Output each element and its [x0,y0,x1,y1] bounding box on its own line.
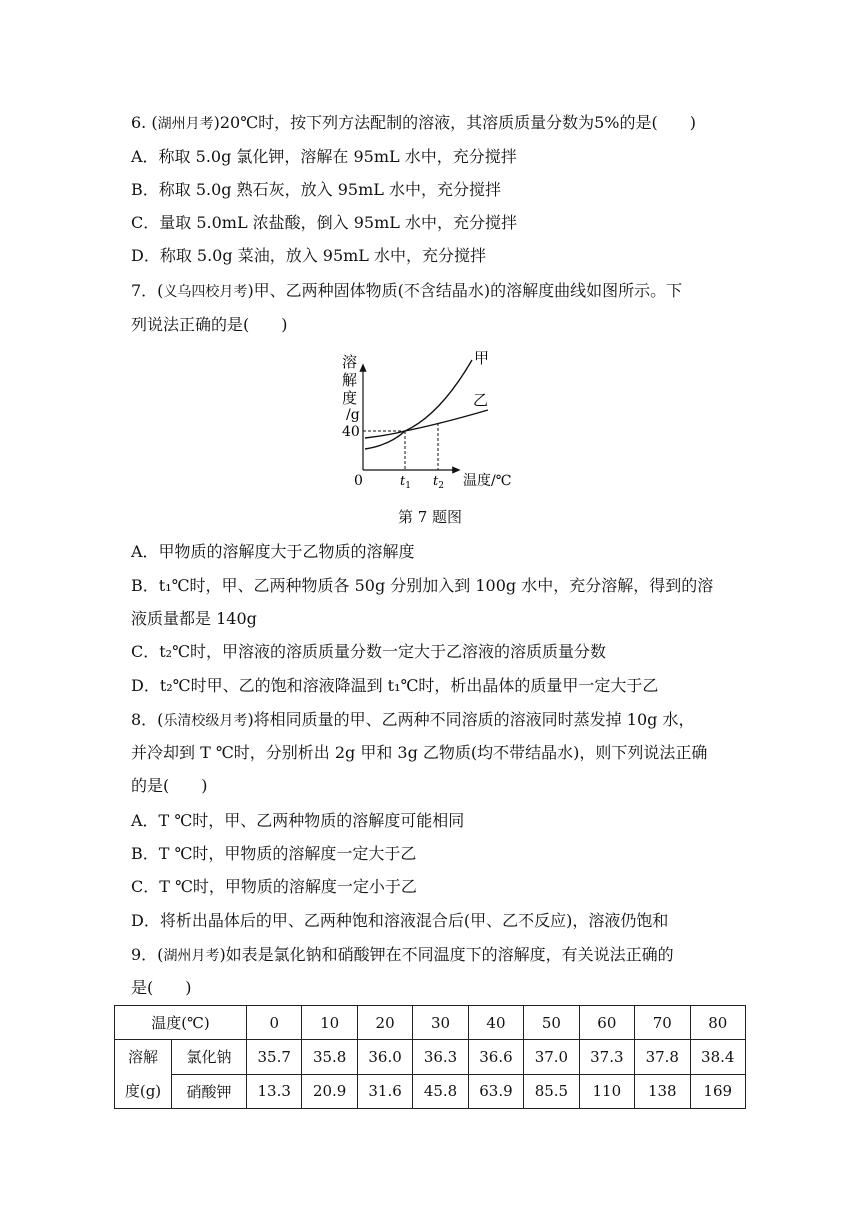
fig-y-tick-40: 40 [342,424,360,440]
q7-option-b-cont: 液质量都是 140g [131,609,257,628]
q9-stem-text: )如表是氯化钠和硝酸钾在不同温度下的溶解度，有关说法正确的 [219,945,674,964]
q7-stem-text: )甲、乙两种固体物质(不含结晶水)的溶解度曲线如图所示。下 [247,281,683,300]
table-group-label-2: 度(g) [124,1082,162,1100]
figure-caption: 第 7 题图 [397,508,463,526]
q7-stem-line1 [131,280,682,303]
table-cell: 31.6 [357,1074,412,1109]
table-temp: 30 [413,1006,468,1040]
solubility-curve-figure [330,345,530,495]
table-row [115,1040,746,1075]
q6-stem-text: )20℃时，按下列方法配制的溶液，其溶质质量分数为5%的是( ) [213,113,696,132]
q9-number: 9．( [131,945,164,964]
table-temp: 80 [690,1006,746,1040]
table-cell: 37.8 [635,1040,690,1075]
fig-ylabel-1: 溶 [342,353,358,371]
table-temp: 50 [524,1006,579,1040]
table-row-name: 硝酸钾 [172,1074,247,1109]
table-cell: 35.8 [302,1040,357,1075]
table-header-row [115,1006,746,1040]
q7-option-b: B．t₁℃时，甲、乙两种物质各 50g 分别加入到 100g 水中，充分溶解，得到的溶 [131,576,714,595]
q8-option-b: B．T ℃时，甲物质的溶解度一定大于乙 [131,844,417,863]
q7-option-a: A．甲物质的溶解度大于乙物质的溶解度 [131,542,415,561]
table-cell: 63.9 [468,1074,523,1109]
fig-xlabel: 温度/℃ [463,473,512,489]
table-cell: 85.5 [524,1074,579,1109]
q6-option-b: B．称取 5.0g 熟石灰，放入 95mL 水中，充分搅拌 [131,180,501,199]
table-row-name: 氯化钠 [172,1040,247,1075]
fig-curve-yi [365,410,488,438]
q6-option-c: C．量取 5.0mL 浓盐酸，倒入 95mL 水中，充分搅拌 [131,213,517,232]
table-cell: 35.7 [247,1040,302,1075]
table-cell: 20.9 [302,1074,357,1109]
fig-ylabel-3: 度 [342,389,358,407]
table-header-label: 温度(℃) [115,1006,247,1040]
fig-ylabel-4: /g [346,407,360,423]
fig-x-tick-t2: $t_2$ [433,474,444,491]
q6-number: 6. ( [131,113,158,132]
table-cell: 36.6 [468,1040,523,1075]
table-cell: 138 [635,1074,690,1109]
table-cell: 36.0 [357,1040,412,1075]
q6-option-a: A．称取 5.0g 氯化钾，溶解在 95mL 水中，充分搅拌 [131,147,517,166]
q7-number: 7．( [131,281,164,300]
table-temp: 40 [468,1006,523,1040]
table-cell: 37.0 [524,1040,579,1075]
q9-stem-line1 [131,944,674,967]
fig-ylabel-2: 解 [342,371,358,389]
table-cell: 36.3 [413,1040,468,1075]
table-cell: 37.3 [579,1040,634,1075]
table-temp: 70 [635,1006,690,1040]
fig-label-jia: 甲 [474,349,490,367]
table-group-label [115,1040,172,1109]
table-temp: 0 [247,1006,302,1040]
table-group-label-1: 溶解 [127,1048,158,1066]
q8-stem-text: )将相同质量的甲、乙两种不同溶质的溶液同时蒸发掉 10g 水， [247,710,695,729]
q7-stem-line2: 列说法正确的是( ) [131,315,288,334]
fig-label-yi: 乙 [473,391,489,409]
fig-x-tick-t1: $t_1$ [400,474,411,491]
table-cell: 169 [690,1074,746,1109]
table-temp: 20 [357,1006,412,1040]
q9-source: 湖州月考 [163,948,220,964]
solubility-table [114,1005,746,1109]
q9-stem-line2: 是( ) [131,978,192,997]
table-cell: 45.8 [413,1074,468,1109]
q6-source: 湖州月考 [157,116,214,132]
q7-option-c: C．t₂℃时，甲溶液的溶质质量分数一定大于乙溶液的溶质质量分数 [131,642,606,661]
q8-number: 8．( [131,710,164,729]
q8-stem-line3: 的是( ) [131,776,208,795]
q6-option-d: D．称取 5.0g 菜油，放入 95mL 水中，充分搅拌 [131,246,487,265]
table-row [115,1074,746,1109]
q8-option-d: D．将析出晶体后的甲、乙两种饱和溶液混合后(甲、乙不反应)，溶液仍饱和 [131,911,669,930]
q8-source: 乐清校级月考 [163,713,248,729]
q7-source: 义乌四校月考 [163,284,248,300]
table-cell: 110 [579,1074,634,1109]
fig-origin: 0 [354,473,363,489]
table-cell: 38.4 [690,1040,746,1075]
table-temp: 10 [302,1006,357,1040]
q7-option-d: D．t₂℃时甲、乙的饱和溶液降温到 t₁℃时，析出晶体的质量甲一定大于乙 [131,676,659,695]
q6-stem [131,112,696,135]
q8-option-a: A．T ℃时，甲、乙两种物质的溶解度可能相同 [131,811,465,830]
q8-stem-line1 [131,709,694,732]
q8-option-c: C．T ℃时，甲物质的溶解度一定小于乙 [131,877,417,896]
table-temp: 60 [579,1006,634,1040]
q8-stem-line2: 并冷却到 T ℃时，分别析出 2g 甲和 3g 乙物质(均不带结晶水)，则下列说法正确 [131,743,708,762]
table-cell: 13.3 [247,1074,302,1109]
